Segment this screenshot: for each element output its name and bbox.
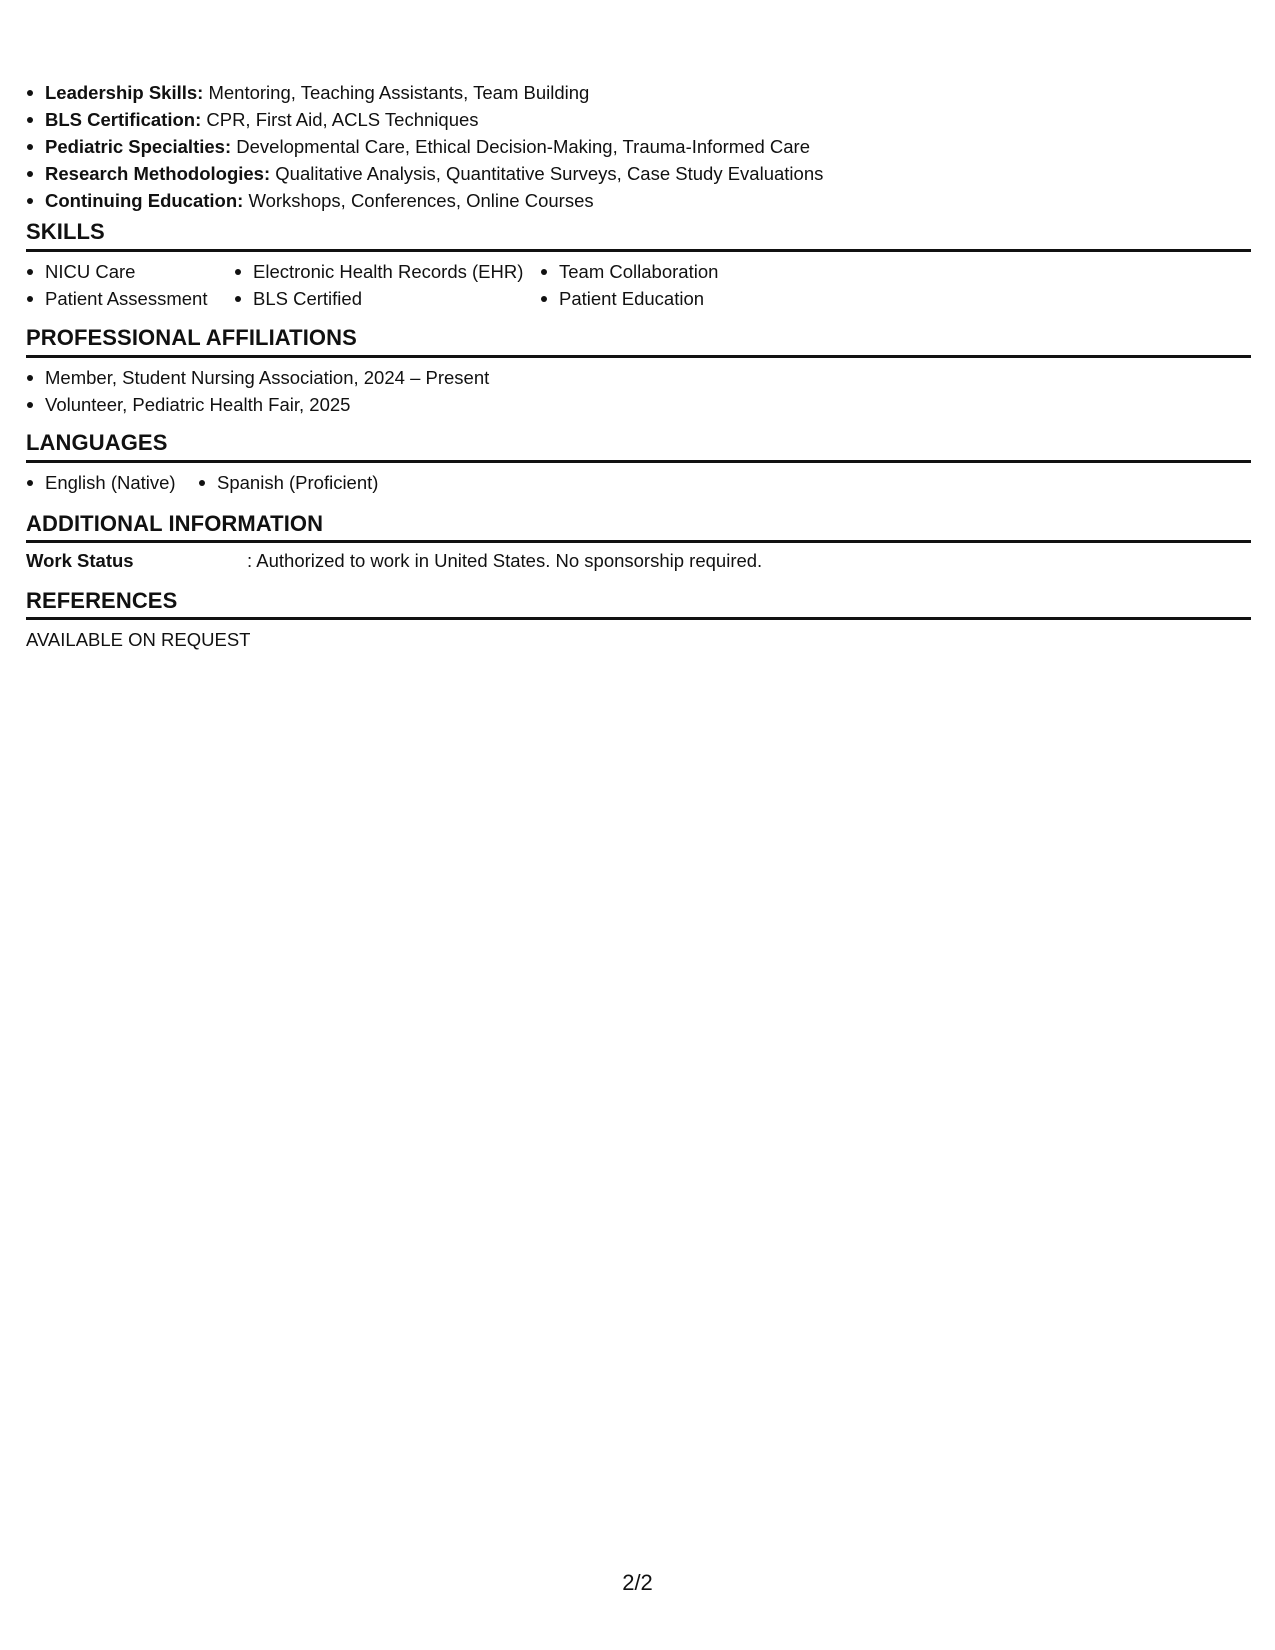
languages-column [198, 469, 386, 496]
skills-heading: SKILLS [26, 219, 105, 244]
work-status-value: : Authorized to work in United States. No sponsorship required. [247, 550, 763, 571]
highlight-text: Qualitative Analysis, Quantitative Surveys, Case Study Evaluations [275, 163, 824, 184]
page-number: 2/2 [622, 1570, 653, 1595]
languages-divider [26, 460, 1251, 463]
skill-item: NICU Care [26, 258, 234, 285]
highlight-item [26, 106, 823, 133]
highlight-item [26, 133, 823, 160]
skills-column [234, 258, 540, 312]
work-status-row [26, 549, 762, 573]
highlight-text: Workshops, Conferences, Online Courses [248, 190, 594, 211]
work-status-label: Work Status [26, 550, 134, 571]
highlight-label: Pediatric Specialties: [45, 136, 232, 157]
affiliations-list [26, 364, 489, 418]
highlight-label: Continuing Education: [45, 190, 244, 211]
references-heading: REFERENCES [26, 588, 178, 613]
skills-column [26, 258, 234, 312]
additional-info-heading: ADDITIONAL INFORMATION [26, 511, 324, 536]
highlight-label: Research Methodologies: [45, 163, 271, 184]
languages-column [26, 469, 198, 496]
languages-row [26, 469, 386, 496]
skill-item: Patient Assessment [26, 285, 234, 312]
skill-item: Electronic Health Records (EHR) [234, 258, 540, 285]
skills-divider [26, 249, 1251, 252]
languages-heading: LANGUAGES [26, 430, 168, 455]
affiliation-item: Volunteer, Pediatric Health Fair, 2025 [26, 391, 489, 418]
skill-item: BLS Certified [234, 285, 540, 312]
highlight-text: Developmental Care, Ethical Decision-Making, Trauma-Informed Care [236, 136, 811, 157]
highlights-list [26, 79, 823, 214]
highlight-item [26, 187, 823, 214]
language-item: English (Native) [26, 469, 198, 496]
skill-item: Team Collaboration [540, 258, 726, 285]
skill-item: Patient Education [540, 285, 726, 312]
highlight-item [26, 160, 823, 187]
highlight-text: CPR, First Aid, ACLS Techniques [206, 109, 479, 130]
highlight-item [26, 79, 823, 106]
skills-column [540, 258, 726, 312]
skills-grid [26, 258, 726, 312]
affiliation-item: Member, Student Nursing Association, 2024 – Present [26, 364, 489, 391]
additional-info-divider [26, 540, 1251, 543]
highlight-text: Mentoring, Teaching Assistants, Team Building [208, 82, 590, 103]
references-text: AVAILABLE ON REQUEST [26, 629, 251, 650]
highlight-label: Leadership Skills: [45, 82, 204, 103]
affiliations-heading: PROFESSIONAL AFFILIATIONS [26, 325, 357, 350]
affiliations-divider [26, 355, 1251, 358]
highlight-label: BLS Certification: [45, 109, 202, 130]
references-divider [26, 617, 1251, 620]
language-item: Spanish (Proficient) [198, 469, 386, 496]
